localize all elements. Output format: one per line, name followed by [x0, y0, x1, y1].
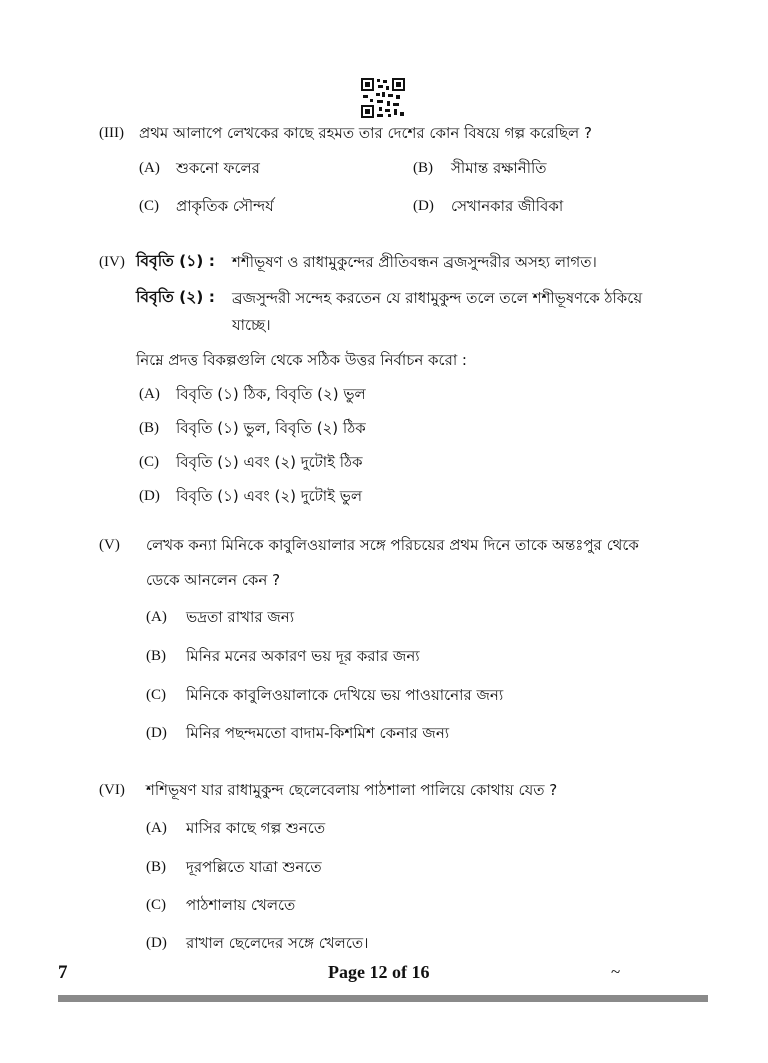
- question-number: (III): [99, 125, 124, 141]
- option-text: সেখানকার জীবিকা: [451, 197, 564, 215]
- page-number: Page 12 of 16: [328, 962, 430, 982]
- option-label: (D): [413, 198, 434, 214]
- option-text: পাঠশালায় খেলতে: [186, 896, 296, 914]
- option-text: মিনিকে কাবুলিওয়ালাকে দেখিয়ে ভয় পাওয়ানোর জন্য: [186, 686, 504, 704]
- option-label: (A): [146, 820, 167, 836]
- statement-label: বিবৃতি (২) :: [136, 288, 215, 306]
- question-number: (V): [99, 537, 120, 553]
- option-text: বিবৃতি (১) ঠিক, বিবৃতি (২) ভুল: [176, 385, 366, 403]
- option-label: (C): [139, 454, 159, 470]
- option-text: ভদ্রতা রাখার জন্য: [186, 608, 295, 626]
- option-label: (A): [139, 160, 160, 176]
- question-number: (VI): [99, 782, 125, 798]
- statement-text: যাচ্ছে।: [232, 316, 271, 334]
- option-label: (B): [146, 859, 166, 875]
- option-label: (C): [146, 897, 166, 913]
- option-text: প্রাকৃতিক সৌন্দর্য: [176, 197, 274, 215]
- option-label: (C): [146, 687, 166, 703]
- option-label: (D): [146, 935, 167, 951]
- option-text: বিবৃতি (১) এবং (২) দুটোই ঠিক: [176, 453, 363, 471]
- statement-text: শশীভূষণ ও রাধামুকুন্দের প্রীতিবন্ধন ব্রজসুন্দরীর অসহ্য লাগত।: [232, 253, 597, 271]
- option-label: (A): [139, 386, 160, 402]
- paper-code: 7: [58, 962, 68, 983]
- footer-mark: ~: [611, 962, 621, 981]
- option-text: মিনির মনের অকারণ ভয় দূর করার জন্য: [186, 647, 420, 665]
- option-label: (C): [139, 198, 159, 214]
- option-label: (B): [139, 420, 159, 436]
- option-label: (A): [146, 609, 167, 625]
- footer-divider: [58, 995, 708, 1002]
- statement-text: ব্রজসুন্দরী সন্দেহ করতেন যে রাধামুকুন্দ তলে তলে শশীভূষণকে ঠকিয়ে: [232, 289, 643, 307]
- question-text: লেখক কন্যা মিনিকে কাবুলিওয়ালার সঙ্গে পরিচয়ের প্রথম দিনে তাকে অন্তঃপুর থেকে: [146, 536, 639, 554]
- option-text: সীমান্ত রক্ষানীতি: [451, 159, 547, 177]
- statement-label: বিবৃতি (১) :: [136, 252, 215, 270]
- option-text: দূরপল্লিতে যাত্রা শুনতে: [186, 858, 322, 876]
- question-number: (IV): [99, 254, 125, 270]
- option-text: বিবৃতি (১) ভুল, বিবৃতি (২) ঠিক: [176, 419, 366, 437]
- option-label: (B): [413, 160, 433, 176]
- option-text: রাখাল ছেলেদের সঙ্গে খেলতে।: [186, 934, 369, 952]
- option-label: (B): [146, 648, 166, 664]
- option-label: (D): [139, 488, 160, 504]
- qr-code-icon: [361, 78, 405, 118]
- option-text: বিবৃতি (১) এবং (২) দুটোই ভুল: [176, 487, 363, 505]
- option-text: শুকনো ফলের: [176, 159, 260, 177]
- question-text: ডেকে আনলেন কেন ?: [146, 571, 281, 589]
- instruction-text: নিম্নে প্রদত্ত বিকল্পগুলি থেকে সঠিক উত্তর নির্বাচন করো :: [136, 351, 467, 369]
- option-text: মিনির পছন্দমতো বাদাম-কিশমিশ কেনার জন্য: [186, 724, 450, 742]
- option-label: (D): [146, 725, 167, 741]
- option-text: মাসির কাছে গল্প শুনতে: [186, 819, 326, 837]
- question-text: শশিভূষণ যার রাধামুকুন্দ ছেলেবেলায় পাঠশালা পালিয়ে কোথায় যেত ?: [146, 781, 558, 799]
- question-text: প্রথম আলাপে লেখকের কাছে রহমত তার দেশের কোন বিষয়ে গল্প করেছিল ?: [139, 124, 592, 142]
